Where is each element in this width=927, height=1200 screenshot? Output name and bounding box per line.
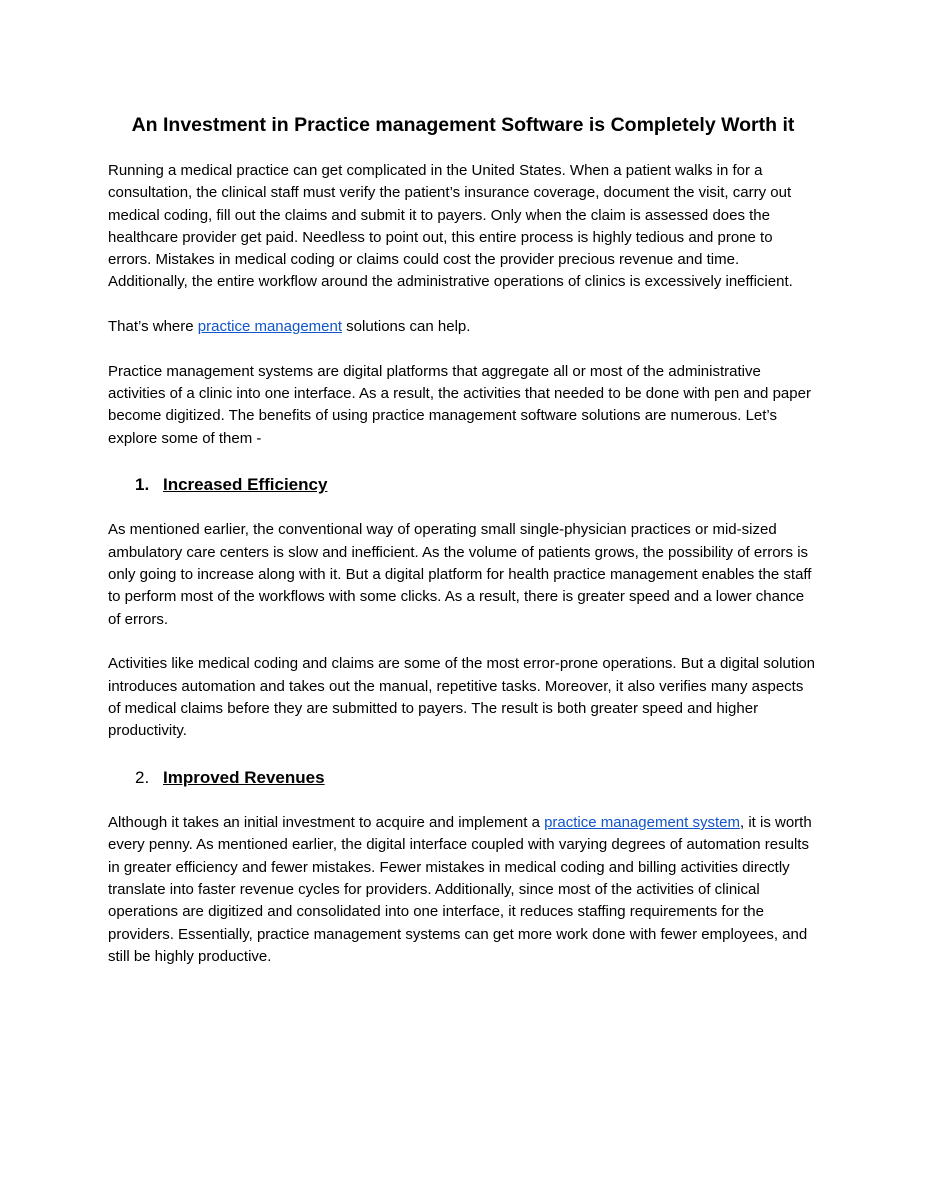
paragraph-text: That’s where [108, 318, 198, 336]
heading-label: Increased Efficiency [163, 475, 328, 495]
paragraph-text: solutions can help. [342, 318, 471, 336]
heading-number: 1. [135, 475, 150, 495]
paragraph-text: , it is worth every penny. As mentioned earlier, the digital interface coupled with varying degrees of automation results in greater efficiency and fewer mistakes. Fewer mistakes in medical coding and billing activities directly translate into faster revenue cycles for providers. Additionally, since most of the activities of clinical operations are digitized and consolidated into one interface, it reduces staffing requirements for the providers. Essentially, practice management systems can get more work done with fewer employees, and still be highly productive. [108, 814, 816, 965]
heading-label: Improved Revenues [163, 767, 325, 787]
section-heading-increased-efficiency [108, 472, 818, 497]
paragraph-pm-systems: Practice management systems are digital platforms that aggregate all or most of the administrative activities of a clinic into one interface. As a result, the activities that needed to be done with pen and paper become digitized. The benefits of using practice management software solutions are numerous. Let’s explore some of them - [108, 362, 816, 447]
section-heading-improved-revenues [108, 765, 818, 790]
paragraph-intro: Running a medical practice can get complicated in the United States. When a patient walks in for a consultation, the clinical staff must verify the patient’s insurance coverage, document the visit, carry out medical coding, fill out the claims and submit it to payers. Only when the claim is assessed does the healthcare provider get paid. Needless to point out, this entire process is highly tedious and prone to errors. Mistakes in medical coding or claims could cost the provider precious revenue and time. Additionally, the entire workflow around the administrative operations of clinics is excessively inefficient. [108, 162, 796, 291]
heading-number: 2. [135, 767, 150, 787]
paragraph-thats-where [108, 316, 818, 338]
paragraph-text: Although it takes an initial investment to acquire and implement a [108, 814, 545, 832]
paragraph-revenues [108, 812, 818, 968]
practice-management-link[interactable]: practice management [197, 318, 343, 336]
paragraph-efficiency-2: Activities like medical coding and claims are some of the most error-prone operations. But a digital solution introduces automation and takes out the manual, repetitive tasks. Moreover, it also verifies many aspects of medical claims before they are submitted to payers. The result is both greater speed and higher productivity. [108, 655, 820, 740]
paragraph-efficiency-1: As mentioned earlier, the conventional way of operating small single-physician practices or mid-sized ambulatory care centers is slow and inefficient. As the volume of patients grows, the possibility of errors is only going to increase along with it. But a digital platform for health practice management enables the staff to perform most of the workflows with some clicks. As a result, there is greater speed and a lower chance of errors. [108, 521, 816, 628]
practice-management-system-link[interactable]: practice management system [544, 814, 740, 832]
document-title: An Investment in Practice management Software is Completely Worth it [131, 114, 795, 136]
